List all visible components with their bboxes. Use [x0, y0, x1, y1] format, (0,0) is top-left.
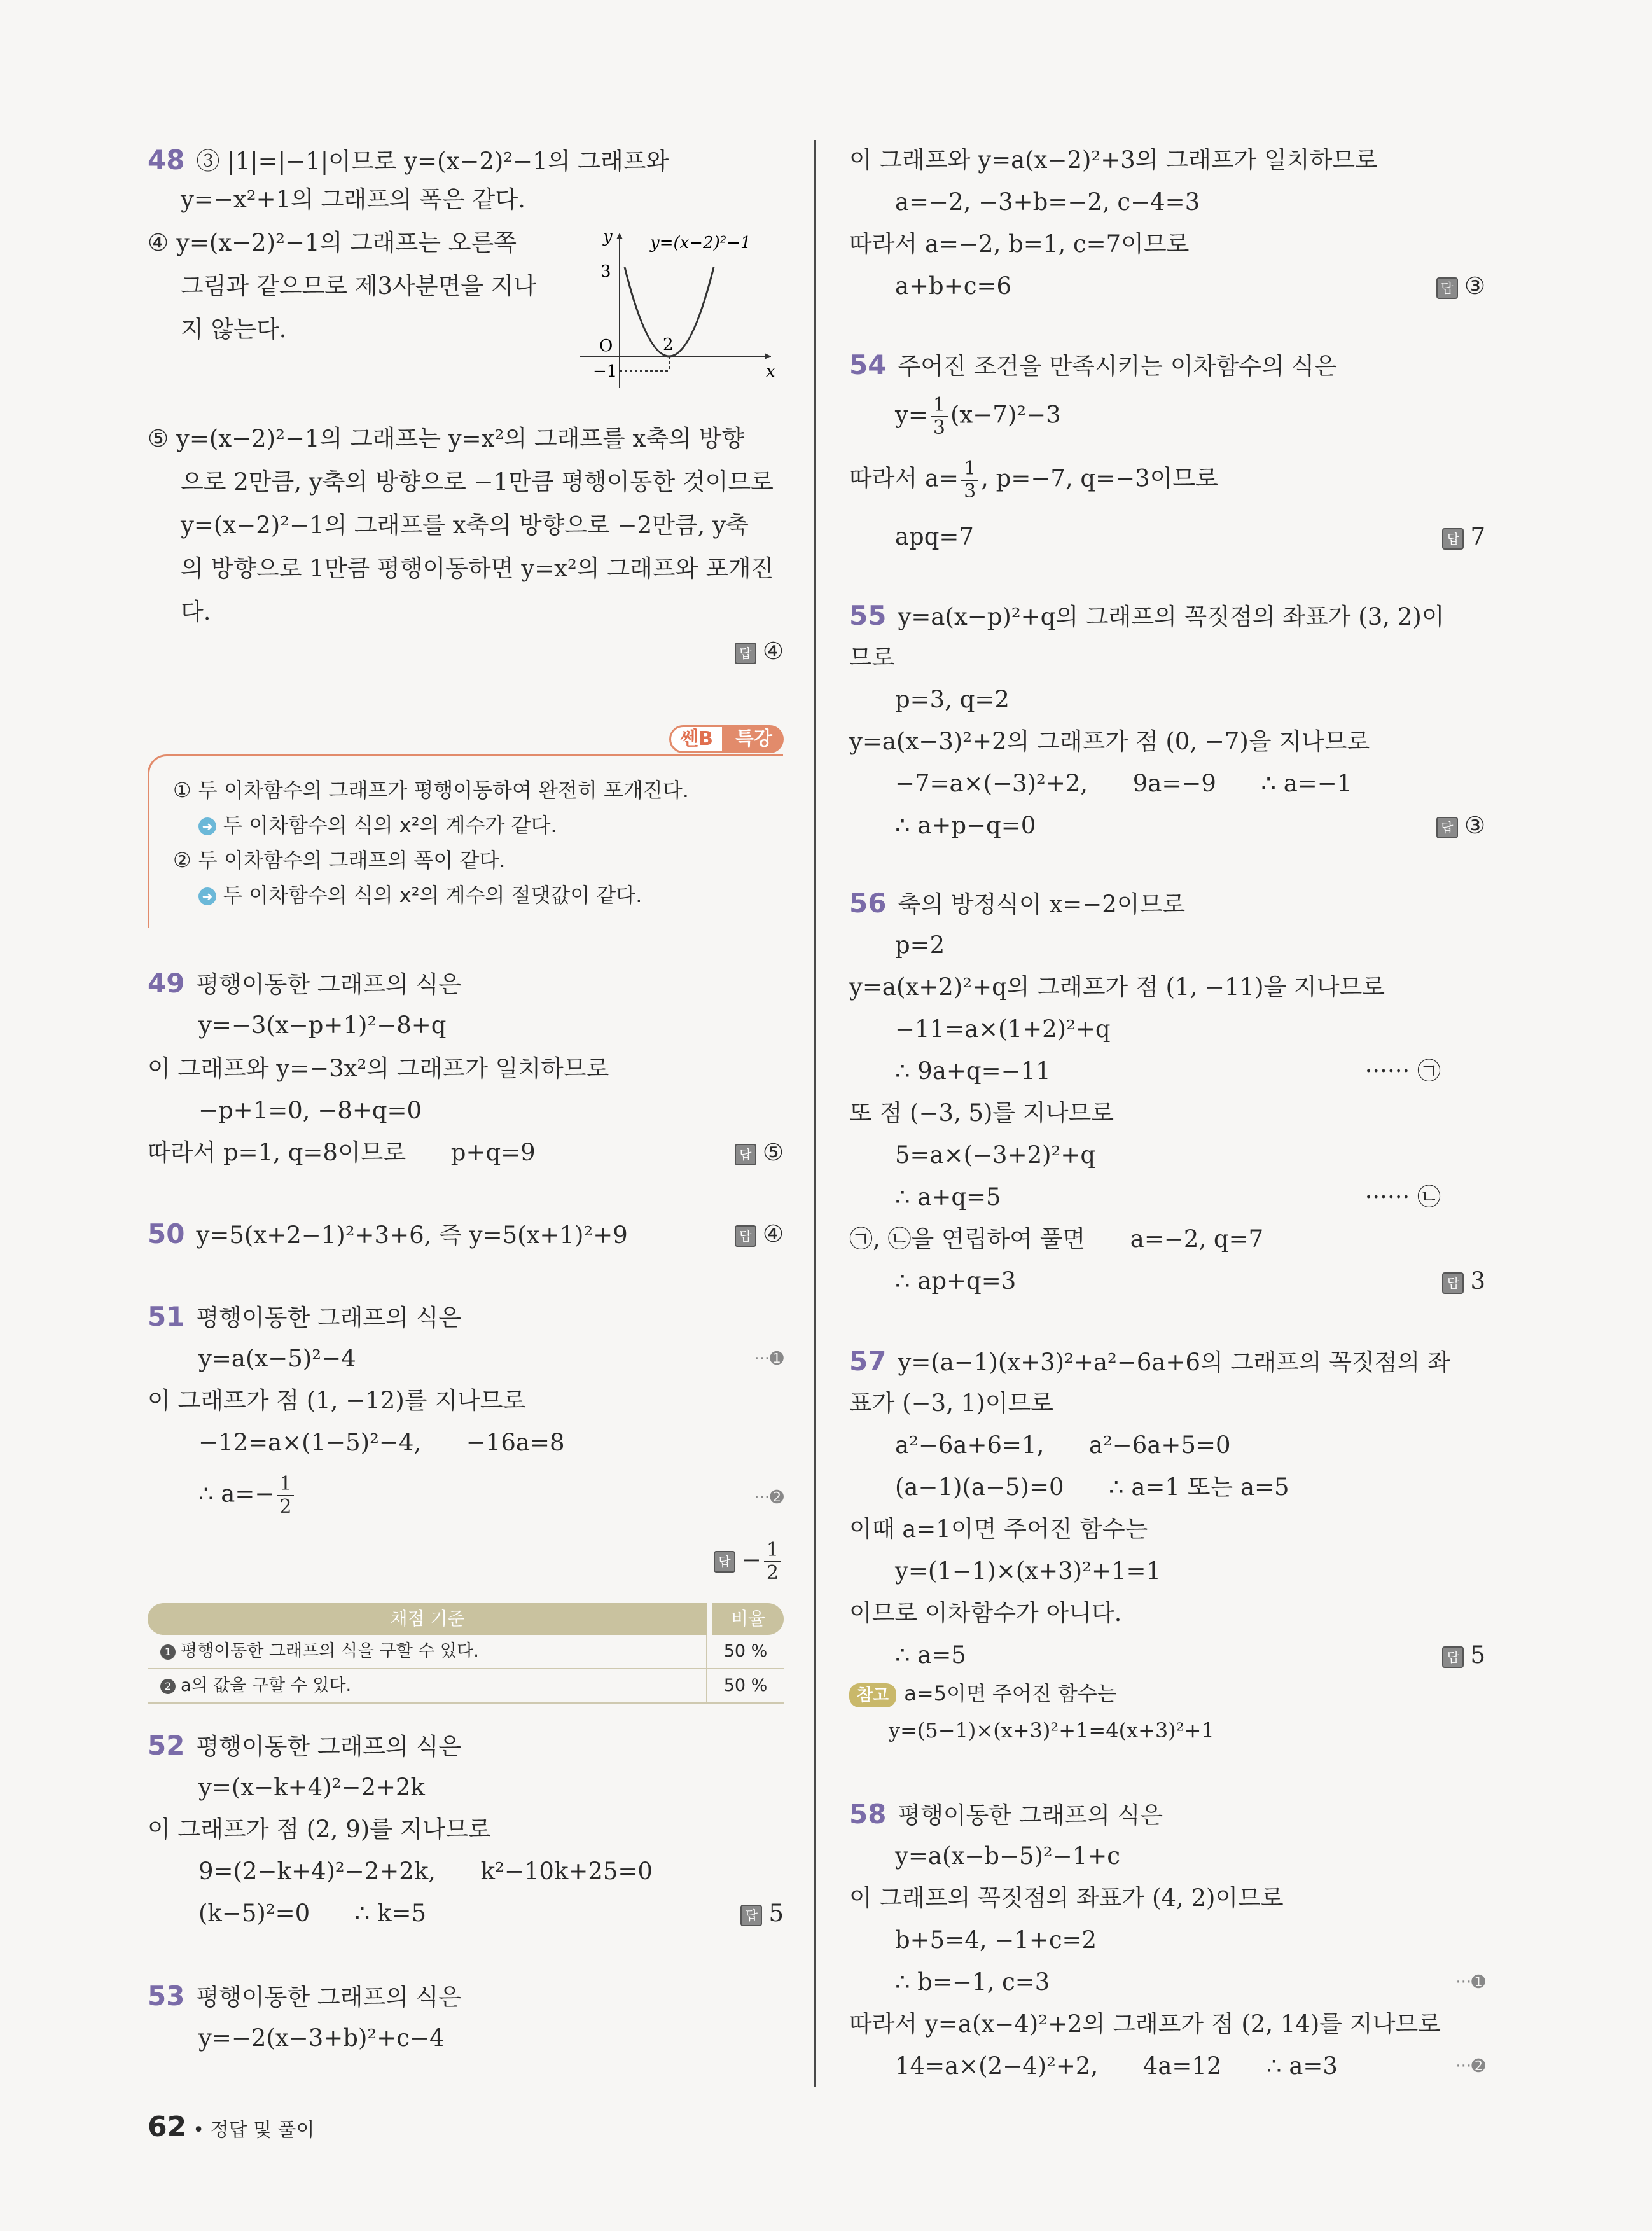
criteria-text: 평행이동한 그래프의 식을 구할 수 있다. [181, 1641, 479, 1661]
tip-tag-brand: 쎈B [669, 725, 724, 753]
text-line: 이 그래프가 점 (2, 9)를 지나므로 [148, 1816, 491, 1843]
answer-53 [1436, 271, 1485, 302]
text-line: p=3, q=2 [895, 686, 1010, 713]
scoring-table [148, 1603, 784, 1704]
answer-value: ④ [762, 637, 784, 665]
text-line: a+b+c=6 [895, 272, 1012, 300]
answer-icon: 답 [735, 1225, 756, 1247]
problem-number: 49 [148, 968, 185, 999]
denominator: 2 [279, 1496, 292, 1518]
text-line: y=(a−1)(x+3)²+a²−6a+6의 그래프의 꼭짓점의 좌 [898, 1349, 1450, 1376]
numerator: 1 [277, 1473, 294, 1496]
footer-label: • 정답 및 풀이 [193, 2119, 315, 2141]
numerator: 1 [961, 458, 978, 481]
problem-number: 58 [849, 1798, 887, 1830]
answer-50 [735, 1219, 784, 1249]
text-line: a=−2, −3+b=−2, c−4=3 [895, 188, 1200, 216]
text-line: 이 그래프의 꼭짓점의 좌표가 (4, 2)이므로 [849, 1884, 1284, 1912]
answer-icon: 답 [1436, 817, 1458, 838]
text-line: 이므로 이차함수가 아니다. [849, 1599, 1122, 1627]
step-number-icon: 1 [160, 1644, 176, 1660]
text-line: −7=a×(−3)²+2, 9a=−9 ∴ a=−1 [895, 770, 1352, 797]
text-line: 또 점 (−3, 5)를 지나므로 [849, 1099, 1114, 1127]
text-line: 따라서 a=−2, b=1, c=7이므로 [849, 230, 1190, 258]
header-criteria: 채점 기준 [148, 1603, 707, 1635]
fraction [961, 458, 978, 503]
graph-label: y=(x−2)²−1 [650, 233, 751, 253]
tip-line: ② 두 이차함수의 그래프의 폭이 같다. [173, 848, 506, 872]
page-footer [148, 2111, 314, 2143]
text-line: y= [895, 401, 928, 429]
ratio-value: 50 % [723, 1676, 768, 1695]
answer-icon: 답 [1442, 1646, 1464, 1668]
step-marker-2: ···➋ [754, 1488, 784, 1507]
text-line: 주어진 조건을 만족시키는 이차함수의 식은 [898, 352, 1337, 380]
text-line: , p=−7, q=−3이므로 [981, 464, 1218, 492]
answer-sign: − [741, 1546, 761, 1574]
text-line: 이 그래프와 y=−3x²의 그래프가 일치하므로 [148, 1055, 609, 1082]
text-line: 이 그래프가 점 (1, −12)를 지나므로 [148, 1387, 526, 1414]
text-line: −p+1=0, −8+q=0 [198, 1097, 422, 1124]
text-line: 축의 방정식이 x=−2이므로 [898, 891, 1186, 918]
step-marker-1: ···➊ [754, 1349, 784, 1368]
text-line: y=(x−2)²−1의 그래프를 x축의 방향으로 −2만큼, y축 [181, 511, 749, 539]
answer-value: 5 [1470, 1641, 1485, 1669]
text-line: b+5=4, −1+c=2 [895, 1926, 1097, 1954]
text-line: 9=(2−k+4)²−2+2k, k²−10k+25=0 [198, 1858, 653, 1885]
answer-icon: 답 [714, 1551, 735, 1573]
page-number: 62 [148, 2111, 187, 2143]
text-line: (a−1)(a−5)=0 ∴ a=1 또는 a=5 [895, 1473, 1289, 1501]
text-line: p=2 [895, 931, 945, 959]
tip-line: 두 이차함수의 식의 x²의 계수가 같다. [223, 813, 557, 837]
text-line: −11=a×(1+2)²+q [895, 1015, 1111, 1043]
text-line: ④ y=(x−2)²−1의 그래프는 오른쪽 [148, 229, 517, 256]
text-line: 으로 2만큼, y축의 방향으로 −1만큼 평행이동한 것이므로 [181, 468, 774, 496]
step-number-icon: 2 [160, 1679, 176, 1694]
text-line: 5=a×(−3+2)²+q [895, 1141, 1096, 1169]
answer-value: ③ [1464, 812, 1485, 839]
axis-label-x: x [766, 362, 775, 381]
answer-51 [714, 1539, 784, 1584]
text-line: ∴ a+q=5 [895, 1183, 1001, 1211]
text-line: 따라서 p=1, q=8이므로 p+q=9 [148, 1139, 536, 1166]
problem-number: 48 [148, 144, 185, 176]
answer-value: ④ [762, 1220, 784, 1248]
numerator: 1 [764, 1539, 781, 1562]
equation-marker-1: ······ ㉠ [1364, 1057, 1441, 1085]
answer-57 [1442, 1640, 1485, 1671]
answer-56 [1442, 1266, 1485, 1296]
text-line: 이때 a=1이면 주어진 함수는 [849, 1515, 1148, 1543]
text-line: 표가 (−3, 1)이므로 [849, 1389, 1053, 1417]
text-line: 이 그래프와 y=a(x−2)²+3의 그래프가 일치하므로 [849, 146, 1378, 174]
text-line: 평행이동한 그래프의 식은 [196, 1304, 462, 1331]
text-line: 14=a×(2−4)²+2, 4a=12 ∴ a=3 [895, 2052, 1338, 2080]
text-line: ③ |1|=|−1|이므로 y=(x−2)²−1의 그래프와 [196, 148, 669, 175]
answer-icon: 답 [740, 1905, 762, 1926]
text-line: apq=7 [895, 523, 974, 550]
parabola-graph [580, 229, 784, 388]
text-line: ∴ ap+q=3 [895, 1267, 1017, 1295]
tick-origin: O [599, 337, 613, 356]
text-line: ㉠, ㉡을 연립하여 풀면 a=−2, q=7 [849, 1225, 1264, 1253]
text-line: 므로 [849, 644, 895, 671]
text-line: (k−5)²=0 ∴ k=5 [198, 1900, 427, 1927]
axis-label-y: y [603, 229, 613, 246]
text-line: y=a(x−3)²+2의 그래프가 점 (0, −7)을 지나므로 [849, 728, 1370, 755]
text-line: y=a(x−p)²+q의 그래프의 꼭짓점의 좌표가 (3, 2)이 [898, 603, 1445, 630]
answer-value: ⑤ [762, 1139, 784, 1166]
text-line: −12=a×(1−5)²−4, −16a=8 [198, 1429, 565, 1456]
answer-55 [1436, 810, 1485, 841]
answer-48 [735, 636, 784, 667]
answer-icon: 답 [735, 643, 756, 664]
text-line: 평행이동한 그래프의 식은 [898, 1802, 1163, 1829]
problem-number: 54 [849, 349, 887, 380]
text-line: 의 방향으로 1만큼 평행이동하면 y=x²의 그래프와 포개진 [181, 555, 774, 582]
ratio-value: 50 % [723, 1641, 768, 1661]
problem-number: 57 [849, 1345, 887, 1377]
text-line: ∴ a=5 [895, 1641, 966, 1669]
fraction [277, 1473, 294, 1518]
tick-2: 2 [663, 335, 674, 354]
tip-tag [669, 725, 784, 753]
header-ratio: 비율 [712, 1603, 784, 1635]
text-line: ∴ 9a+q=−11 [895, 1057, 1051, 1085]
text-line: 따라서 y=a(x−4)²+2의 그래프가 점 (2, 14)를 지나므로 [849, 2010, 1441, 2038]
answer-icon: 답 [735, 1144, 756, 1165]
tip-line: ① 두 이차함수의 그래프가 평행이동하여 완전히 포개진다. [173, 778, 689, 802]
answer-icon: 답 [1442, 1272, 1464, 1294]
text-line: 지 않는다. [181, 316, 287, 343]
text-line: 평행이동한 그래프의 식은 [196, 1733, 462, 1760]
answer-value: 3 [1470, 1267, 1485, 1295]
text-line: y=−x²+1의 그래프의 폭은 같다. [181, 186, 525, 213]
text-line: a²−6a+6=1, a²−6a+5=0 [895, 1431, 1231, 1459]
text-line: ∴ a+p−q=0 [895, 812, 1036, 839]
answer-fraction [764, 1539, 781, 1584]
answer-icon: 답 [1442, 528, 1464, 550]
step-marker-2: ···➋ [1455, 2057, 1485, 2076]
denominator: 2 [766, 1562, 779, 1584]
answer-value: 5 [768, 1900, 784, 1927]
answer-icon: 답 [1436, 277, 1458, 299]
table-row [148, 1669, 784, 1704]
text-line: y=(1−1)×(x+3)²+1=1 [895, 1557, 1162, 1585]
text-line: (x−7)²−3 [950, 401, 1061, 429]
denominator: 3 [964, 480, 976, 503]
fraction [931, 394, 948, 439]
text-line: ∴ b=−1, c=3 [895, 1968, 1050, 1996]
table-row [148, 1635, 784, 1669]
problem-number: 55 [849, 600, 887, 631]
tip-box [148, 725, 784, 928]
tip-tag-label: 특강 [724, 725, 784, 753]
answer-52 [740, 1898, 784, 1929]
text-line: 평행이동한 그래프의 식은 [196, 971, 462, 998]
problem-number: 50 [148, 1218, 185, 1249]
problem-number: 52 [148, 1730, 185, 1761]
scoring-header [148, 1603, 784, 1635]
tick-3: 3 [600, 262, 611, 281]
answer-54 [1442, 522, 1485, 552]
numerator: 1 [931, 394, 948, 417]
problem-number: 51 [148, 1301, 185, 1332]
text-line: 따라서 a= [849, 464, 959, 492]
criteria-text: a의 값을 구할 수 있다. [181, 1676, 352, 1695]
step-marker-1: ···➊ [1455, 1973, 1485, 1992]
problem-number: 53 [148, 1980, 185, 2012]
answer-value: ③ [1464, 272, 1485, 300]
column-divider [814, 140, 816, 2087]
text-line: y=a(x−b−5)²−1+c [895, 1842, 1121, 1870]
text-line: y=(x−k+4)²−2+2k [198, 1774, 425, 1801]
answer-value: 7 [1470, 523, 1485, 550]
text-line: y=5(x+2−1)²+3+6, 즉 y=5(x+1)²+9 [196, 1221, 628, 1249]
arrow-right-icon: ➜ [198, 887, 216, 905]
text-line: y=a(x+2)²+q의 그래프가 점 (1, −11)을 지나므로 [849, 973, 1385, 1001]
text-line: y=−2(x−3+b)²+c−4 [198, 2024, 445, 2052]
text-line: 그림과 같으므로 제3사분면을 지나 [181, 272, 537, 300]
tick-neg1: −1 [593, 362, 618, 381]
denominator: 3 [933, 417, 945, 439]
equation-marker-2: ······ ㉡ [1364, 1183, 1441, 1211]
problem-number: 56 [849, 887, 887, 919]
tip-line: 두 이차함수의 식의 x²의 계수의 절댓값이 같다. [223, 883, 642, 907]
answer-49 [735, 1137, 784, 1168]
text-line: ∴ a=− [198, 1480, 275, 1508]
arrow-right-icon: ➜ [198, 817, 216, 835]
note-line: y=(5−1)×(x+3)²+1=4(x+3)²+1 [889, 1718, 1214, 1742]
text-line: 다. [181, 598, 211, 625]
text-line: y=−3(x−p+1)²−8+q [198, 1011, 447, 1039]
text-line: y=a(x−5)²−4 [198, 1345, 356, 1372]
text-line: 평행이동한 그래프의 식은 [196, 1984, 462, 2011]
text-line: ⑤ y=(x−2)²−1의 그래프는 y=x²의 그래프를 x축의 방향 [148, 425, 745, 452]
note-tag: 참고 [849, 1683, 896, 1707]
note-line: a=5이면 주어진 함수는 [904, 1681, 1117, 1706]
